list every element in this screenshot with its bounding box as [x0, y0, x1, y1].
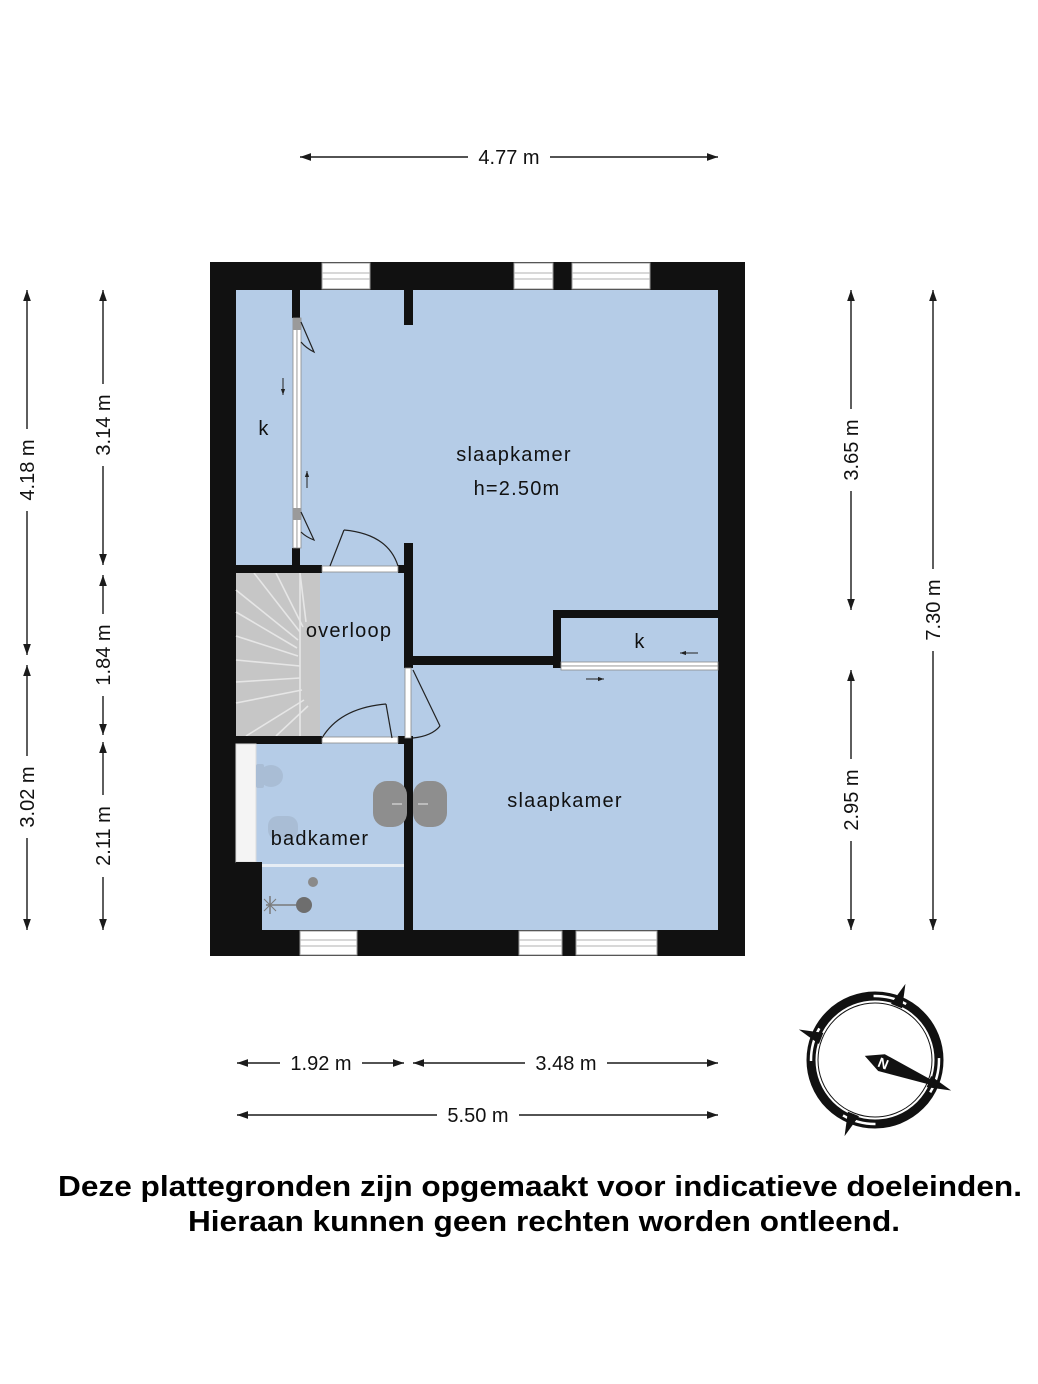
- wall-vertical-lower: [404, 738, 413, 930]
- dimension-left-inner-middle: [90, 575, 116, 735]
- dimension-label-left-outer-upper: 4.18 m: [17, 439, 39, 501]
- room-label-landing: overloop: [305, 620, 393, 642]
- disclaimer-line-2: Hieraan kunnen geen rechten worden ontleend.: [188, 1206, 900, 1238]
- dimension-label-right-inner-upper: 3.65 m: [841, 419, 863, 481]
- compass-north-label: N: [875, 1054, 892, 1073]
- window-top-left: [322, 263, 370, 289]
- window-top-middle: [514, 263, 553, 289]
- dimension-right-outer-total: [920, 290, 946, 930]
- dimension-label-bottom-total: 5.50 m: [447, 1105, 509, 1127]
- staircase: [236, 573, 320, 736]
- shower-screen: [262, 864, 404, 867]
- compass-icon: [768, 953, 981, 1166]
- floor-plan: [210, 262, 745, 956]
- room-label-bathroom: badkamer: [270, 828, 370, 850]
- window-bottom-middle: [519, 931, 562, 955]
- room-label-closet-left: k: [258, 418, 270, 440]
- wall-vertical-upper: [404, 543, 413, 668]
- room-label-ceiling-height: h=2.50m: [473, 478, 561, 500]
- dimension-label-left-outer-lower: 3.02 m: [17, 766, 39, 828]
- dimension-label-left-inner-lower: 2.11 m: [93, 806, 115, 866]
- dimension-bottom-total: [237, 1102, 718, 1128]
- shower-niche: [236, 862, 262, 930]
- dimension-left-outer-upper: [14, 290, 40, 655]
- window-bottom-right: [576, 931, 657, 955]
- dimension-left-inner-lower: [90, 742, 116, 930]
- dimension-label-right-inner-lower: 2.95 m: [841, 769, 863, 831]
- dimension-top-width: [300, 144, 718, 170]
- dimension-left-inner-upper: [90, 290, 116, 565]
- room-label-bedroom-main: slaapkamer: [456, 444, 572, 466]
- dimension-right-inner-upper: [838, 290, 864, 610]
- disclaimer-line-1: Deze plattegronden zijn opgemaakt voor indicatieve doeleinden.: [58, 1171, 1023, 1203]
- room-label-closet-right: k: [634, 631, 646, 653]
- window-bottom-left: [300, 931, 357, 955]
- room-label-bedroom-second: slaapkamer: [507, 790, 623, 812]
- wall-stub-top: [404, 290, 413, 325]
- dimension-label-top: 4.77 m: [478, 147, 540, 169]
- bathroom-cabinet: [236, 744, 256, 862]
- dimension-right-inner-lower: [838, 670, 864, 930]
- dimension-bottom-right: [413, 1050, 718, 1076]
- dimension-bottom-left: [237, 1050, 404, 1076]
- dimension-label-left-inner-upper: 3.14 m: [93, 394, 115, 456]
- dimension-label-left-inner-middle: 1.84 m: [93, 624, 115, 686]
- dimension-label-bottom-right: 3.48 m: [535, 1053, 597, 1075]
- dimension-left-outer-lower: [14, 665, 40, 930]
- dimension-label-bottom-left: 1.92 m: [290, 1053, 352, 1075]
- window-top-right: [572, 263, 650, 289]
- wall-between-bedrooms: [413, 656, 561, 665]
- dimension-label-right-outer-total: 7.30 m: [923, 579, 945, 641]
